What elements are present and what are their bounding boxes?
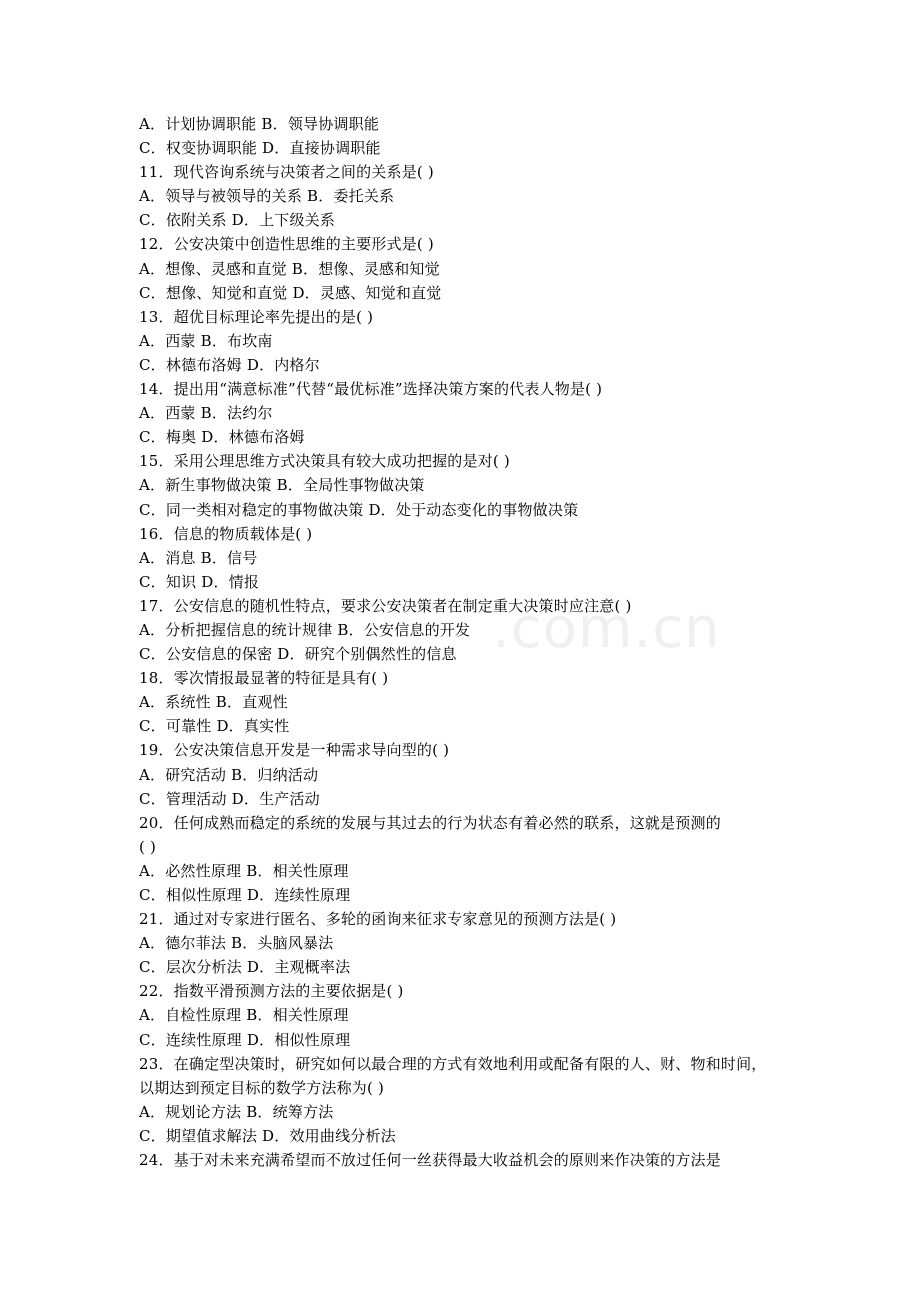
watermark: .com.cn xyxy=(492,596,721,661)
text-line: 以期达到预定目标的数学方法称为( ) xyxy=(139,1078,385,1097)
question-14: 14．提出用“满意标准”代替“最优标准”选择决策方案的代表人物是( ) xyxy=(139,380,603,399)
question-21: 21．通过对专家进行匿名、多轮的函询来征求专家意见的预测方法是( ) xyxy=(139,910,617,929)
text-line: A．想像、灵感和直觉 B．想像、灵感和知觉 xyxy=(139,259,440,278)
text-line: C．依附关系 D．上下级关系 xyxy=(139,211,336,230)
text-line: C．想像、知觉和直觉 D．灵感、知觉和直觉 xyxy=(139,283,442,302)
text-line: C．相似性原理 D．连续性原理 xyxy=(139,886,351,904)
text-line: C．管理活动 D．生产活动 xyxy=(139,789,320,808)
text-line: A．必然性原理 B．相关性原理 xyxy=(139,861,349,880)
question-11: 11．现代咨询系统与决策者之间的关系是( ) xyxy=(139,163,434,182)
text-line: A．规划论方法 B．统筹方法 xyxy=(139,1102,334,1121)
text-line: A．系统性 B．直观性 xyxy=(139,693,288,712)
text-line: C．连续性原理 D．相似性原理 xyxy=(139,1030,351,1049)
question-24: 24．基于对未来充满希望而不放过任何一丝获得最大收益机会的原则来作决策的方法是 xyxy=(139,1151,721,1170)
question-16: 16．信息的物质载体是( ) xyxy=(139,524,313,543)
text-line: C．期望值求解法 D．效用曲线分析法 xyxy=(139,1126,396,1145)
text-line: A．西蒙 B．布坎南 xyxy=(139,331,273,350)
question-list xyxy=(139,112,789,1172)
text-line: C．林德布洛姆 D．内格尔 xyxy=(139,355,320,374)
question-18: 18．零次情报最显著的特征是具有( ) xyxy=(139,669,389,688)
question-20: 20．任何成熟而稳定的系统的发展与其过去的行为状态有着必然的联系，这就是预测的 xyxy=(139,813,721,832)
question-12: 12．公安决策中创造性思维的主要形式是( ) xyxy=(139,235,434,254)
question-13: 13．超优目标理论率先提出的是( ) xyxy=(139,307,374,326)
text-line: A．自检性原理 B．相关性原理 xyxy=(139,1006,349,1025)
text-line: A．研究活动 B．归纳活动 xyxy=(139,765,319,784)
text-line: A．德尔菲法 B．头脑风暴法 xyxy=(139,934,334,953)
text-line: A．消息 B．信号 xyxy=(139,548,258,567)
text-line: C．层次分析法 D．主观概率法 xyxy=(139,958,351,977)
question-15: 15．采用公理思维方式决策具有较大成功把握的是对( ) xyxy=(139,452,510,471)
text-line: C．公安信息的保密 D．研究个别偶然性的信息 xyxy=(139,645,457,664)
question-23: 23．在确定型决策时，研究如何以最合理的方式有效地利用或配备有限的人、财、物和时间， xyxy=(139,1054,767,1073)
text-line: ( ) xyxy=(139,837,157,856)
question-22: 22．指数平滑预测方法的主要依据是( ) xyxy=(139,982,404,1001)
text-line: C．权变协调职能 D．直接协调职能 xyxy=(139,139,381,158)
text-line: C．梅奥 D．林德布洛姆 xyxy=(139,428,305,447)
text-line: A．分析把握信息的统计规律 B．公安信息的开发 xyxy=(139,620,471,639)
text-line: A．新生事物做决策 B．全局性事物做决策 xyxy=(139,476,425,495)
question-19: 19．公安决策信息开发是一种需求导向型的( ) xyxy=(139,741,450,760)
text-line: A．计划协调职能 B．领导协调职能 xyxy=(139,115,380,133)
text-line: A．领导与被领导的关系 B．委托关系 xyxy=(139,187,395,206)
text-line: C．同一类相对稳定的事物做决策 D．处于动态变化的事物做决策 xyxy=(139,500,579,519)
text-line: C．可靠性 D．真实性 xyxy=(139,717,290,736)
question-17: 17．公安信息的随机性特点，要求公安决策者在制定重大决策时应注意( ) xyxy=(139,596,632,615)
text-line: A．西蒙 B．法约尔 xyxy=(139,404,273,423)
text-line: C．知识 D．情报 xyxy=(139,572,260,591)
